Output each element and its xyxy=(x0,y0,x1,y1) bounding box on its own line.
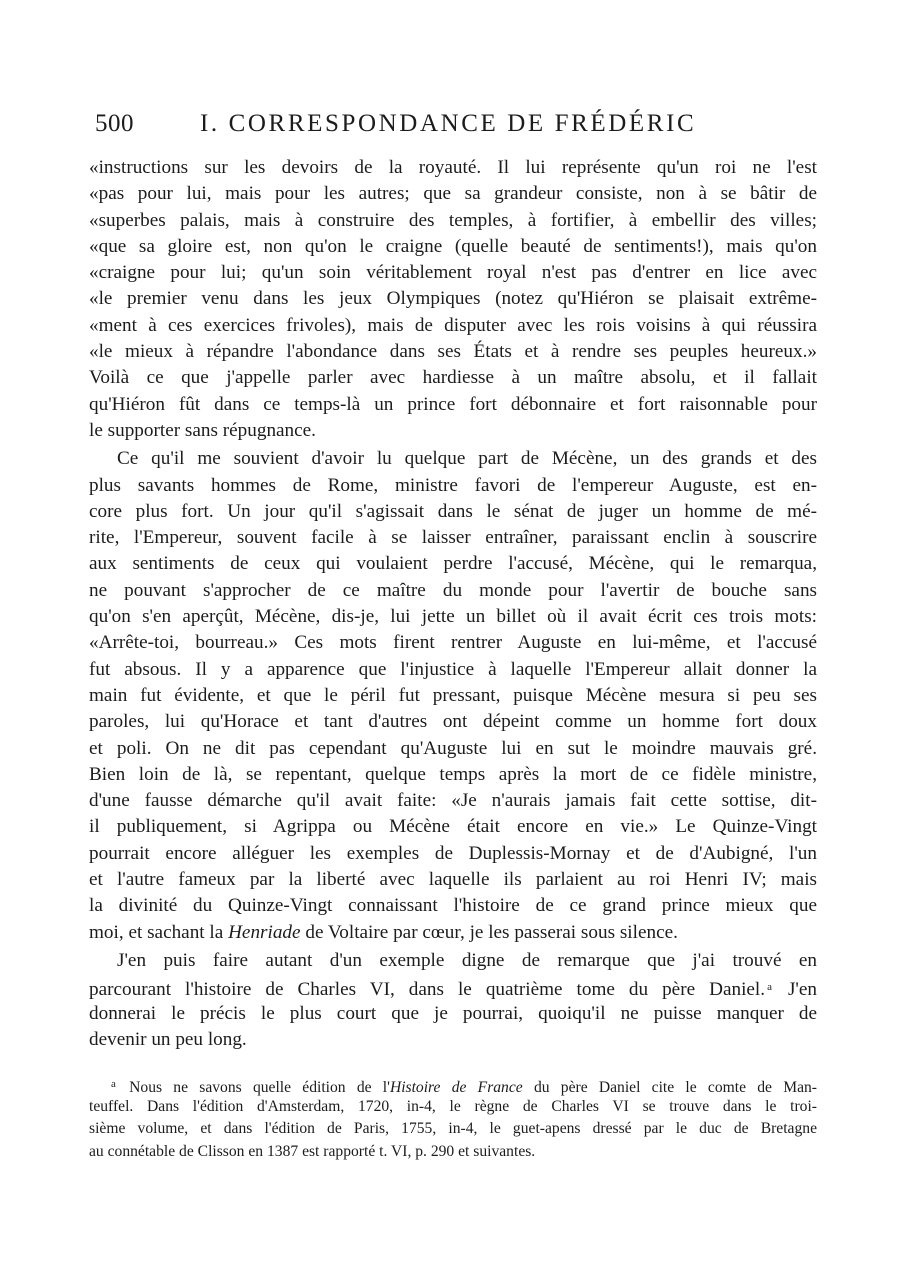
text-line: il publiquement, si Agrippa ou Mécène était encore en vie.» Le Quinze-Vingt xyxy=(89,816,817,838)
text-line: «craigne pour lui; qu'un soin véritablement royal n'est pas d'entrer en lice avec xyxy=(89,262,817,284)
footnote-reference[interactable]: a xyxy=(767,981,772,994)
text-line: devenir un peu long. xyxy=(89,1028,247,1050)
text-line: d'une fausse démarche qu'il avait faite: «Je n'aurais jamais fait cette sottise, dit- xyxy=(89,790,817,812)
text-line: fut absous. Il y a apparence que l'injustice à laquelle l'Empereur allait donner la xyxy=(89,658,817,680)
text-line: la divinité du Quinze-Vingt connaissant l'histoire de ce grand prince mieux que xyxy=(89,895,817,917)
text-line: «Arrête-toi, bourreau.» Ces mots firent rentrer Auguste en lui-même, et l'accusé xyxy=(89,632,817,654)
text-line: «le premier venu dans les jeux Olympiques (notez qu'Hiéron se plaisait extrême- xyxy=(89,288,817,310)
text-line: main fut évidente, et que le péril fut pressant, puisque Mécène mesura si peu ses xyxy=(89,684,817,706)
footnote-line: au connétable de Clisson en 1387 est rapporté t. VI, p. 290 et suivantes. xyxy=(89,1142,536,1160)
running-head: I. CORRESPONDANCE DE FRÉDÉRIC xyxy=(200,110,697,137)
text-line: moi, et sachant la Henriade de Voltaire par cœur, je les passerai sous silence. xyxy=(89,921,678,943)
work-title: Henriade xyxy=(228,921,301,943)
text-line: aux sentiments de ceux qui voulaient perdre l'accusé, Mécène, qui le remarqua, xyxy=(89,553,817,575)
text-line: pourrait encore alléguer les exemples de Duplessis-Mornay et de d'Aubigné, l'un xyxy=(89,842,817,864)
text-line: paroles, lui qu'Horace et tant d'autres ont dépeint comme un homme fort doux xyxy=(89,711,817,733)
body-text xyxy=(89,155,817,1053)
text-line: Bien loin de là, se repentant, quelque temps après la mort de ce fidèle ministre, xyxy=(89,763,817,785)
page-number: 500 xyxy=(95,110,134,137)
footnote-line: teuffel. Dans l'édition d'Amsterdam, 1720, in-4, le règne de Charles VI se trouve dans le troi- xyxy=(89,1097,817,1115)
work-title: Histoire de France xyxy=(389,1079,523,1096)
text-line: parcourant l'histoire de Charles VI, dans le quatrième tome du père Daniel. $^a$ J'en xyxy=(89,979,817,1001)
text-line: plus savants hommes de Rome, ministre favori de l'empereur Auguste, est en- xyxy=(89,474,817,496)
footnote-line: $^a$ Nous ne savons quelle édition de l'Histoire de France du père Daniel cite le comte de Man- xyxy=(111,1078,817,1096)
text-line: qu'Hiéron fût dans ce temps-là un prince fort débonnaire et fort raisonnable pour xyxy=(89,393,817,415)
text-line: rite, l'Empereur, souvent facile à se laisser entraîner, paraissant enclin à souscrire xyxy=(89,527,817,549)
text-line: core plus fort. Un jour qu'il s'agissait dans le sénat de juger un homme de mé- xyxy=(89,500,817,522)
footnote-line: sième volume, et dans l'édition de Paris, 1755, in-4, le guet-apens dressé par le duc de Bretagne xyxy=(89,1120,817,1138)
text-line: et poli. On ne dit pas cependant qu'Auguste lui en sut le moindre mauvais gré. xyxy=(89,737,817,759)
text-line: «que sa gloire est, non qu'on le craigne (quelle beauté de sentiments!), mais qu'on xyxy=(89,235,817,257)
footnote-marker: a xyxy=(111,1078,116,1090)
text-line: Ce qu'il me souvient d'avoir lu quelque part de Mécène, un des grands et des xyxy=(117,448,817,470)
text-line: le supporter sans répugnance. xyxy=(89,419,316,441)
text-line: qu'on s'en aperçût, Mécène, dis-je, lui jette un billet où il avait écrit ces trois mots: xyxy=(89,606,817,628)
text-line: «superbes palais, mais à construire des temples, à fortifier, à embellir des villes; xyxy=(89,209,817,231)
text-line: Voilà ce que j'appelle parler avec hardiesse à un maître absolu, et il fallait xyxy=(89,367,817,389)
text-line: «pas pour lui, mais pour les autres; que sa grandeur consiste, non à se bâtir de xyxy=(89,183,817,205)
footnote xyxy=(89,1073,817,1163)
text-line: donnerai le précis le plus court que je pourrai, quoiqu'il ne puisse manquer de xyxy=(89,1002,817,1024)
text-line: «le mieux à répandre l'abondance dans ses États et à rendre ses peuples heureux.» xyxy=(89,341,817,363)
page-header xyxy=(95,110,820,142)
text-line: «instructions sur les devoirs de la royauté. Il lui représente qu'un roi ne l'est xyxy=(89,157,817,178)
text-line: J'en puis faire autant d'un exemple digne de remarque que j'ai trouvé en xyxy=(117,949,817,971)
text-line: ne pouvant s'approcher de ce maître du monde pour l'avertir de bouche sans xyxy=(89,579,817,601)
text-line: et l'autre fameux par la liberté avec laquelle ils parlaient au roi Henri IV; mais xyxy=(89,869,817,891)
text-line: «ment à ces exercices frivoles), mais de disputer avec les rois voisins à qui réussira xyxy=(89,314,817,336)
